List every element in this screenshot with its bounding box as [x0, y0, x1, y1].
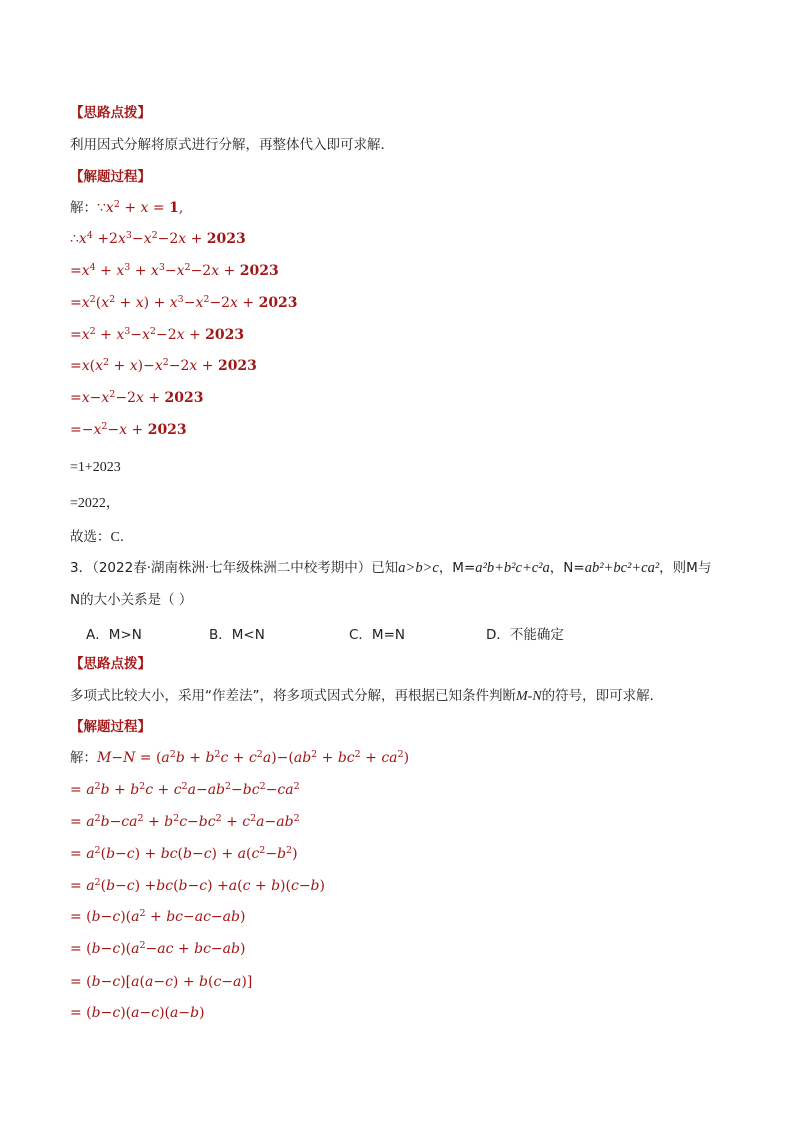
option-d: D．不能确定 [486, 627, 564, 643]
solution1-prefix: 解： [70, 200, 97, 216]
question3-relation: a>b>c [398, 560, 439, 576]
option-b: B．M<N [209, 627, 265, 643]
question3-stem-line1 [70, 559, 711, 577]
hint-text-2 [70, 687, 663, 706]
question3-N-expr: ab²+bc²+ca² [584, 560, 660, 576]
solution1-step-given [70, 199, 183, 217]
solution1-step-1: $\therefore x^4 +2x^3-x^2-2x + 2023$ [70, 230, 246, 247]
hint2-start: 多项式比较大小，采用“作差法”，将多项式因式分解，再根据已知条件判断 [70, 688, 516, 704]
solution1-step-3: $=x^2(x^2 + x) + x^3-x^2-2x + 2023$ [70, 294, 298, 311]
solution1-step-4: $=x^2 + x^3-x^2-2x + 2023$ [70, 326, 245, 343]
process-label-1: 【解题过程】 [70, 169, 151, 185]
math-given: $\because x^2 + x = 1$, [97, 199, 184, 216]
option-c: C．M=N [349, 627, 405, 643]
solution1-step-6: $=x-x^2-2x + 2023$ [70, 389, 204, 406]
question3-M-prefix: ，M= [438, 560, 476, 576]
conclusion-end: ． [119, 529, 134, 545]
solution1-step-8: =1+2023 [70, 460, 121, 475]
math-diff: $M-N = (a^2b + b^2c + c^2a)-(ab^2 + bc^2 + ca^2)$ [97, 749, 410, 766]
hint2-end: 的符号，即可求解． [541, 688, 664, 704]
option-a: A．M>N [86, 627, 142, 643]
question3-stem-end: ，则M与 [659, 560, 712, 576]
solution2-step-1: = $a^2b + b^2c + c^2a-ab^2-bc^2-ca^2$ [70, 781, 300, 798]
solution2-step-7: = (b−c)[a(a−c) + b(c−a)] [70, 974, 253, 990]
hint2-var: M-N [516, 689, 542, 704]
question3-stem-start: 已知 [371, 560, 399, 576]
solution2-step-8: = (b−c)(a−c)(a−b) [70, 1005, 205, 1021]
solution2-step-6: = $(b-c)(a^2-ac + bc-ab)$ [70, 940, 246, 957]
hint-label-2: 【思路点拨】 [70, 656, 151, 672]
hint-text-1: 利用因式分解将原式进行分解，再整体代入即可求解． [70, 137, 394, 153]
solution2-step-4: = $a^2(b-c) +bc(b-c) +a(c + b)(c-b)$ [70, 877, 325, 894]
solution2-step-3: = $a^2(b-c) + bc(b-c) + a(c^2-b^2)$ [70, 845, 298, 862]
solution2-step-5: = $(b-c)(a^2 + bc-ac-ab)$ [70, 908, 246, 925]
hint-label-1: 【思路点拨】 [70, 105, 151, 121]
question3-M-expr: a²b+b²c+c²a [475, 560, 550, 576]
solution2-step-2: = $a^2b-ca^2 + b^2c-bc^2 + c^2a-ab^2$ [70, 813, 300, 830]
conclusion-answer: C [110, 530, 120, 545]
solution1-conclusion [70, 528, 133, 547]
conclusion-prefix: 故选： [70, 529, 111, 545]
solution1-step-5: $=x(x^2 + x)-x^2-2x + 2023$ [70, 357, 257, 374]
question3-number: 3． [70, 560, 93, 576]
question3-stem-line2: N的大小关系是（ ） [70, 592, 193, 608]
solution2-prefix: 解： [70, 750, 97, 766]
solution1-step-2: $=x^4 + x^3 + x^3-x^2-2x + 2023$ [70, 262, 279, 279]
solution1-step-9: =2022， [70, 496, 120, 511]
solution1-step-7: $=-x^2-x + 2023$ [70, 421, 187, 438]
question3-N-prefix: ，N= [549, 560, 585, 576]
process-label-2: 【解题过程】 [70, 719, 151, 735]
solution2-step-0 [70, 749, 409, 767]
question3-source: （2022春·湖南株洲·七年级株洲二中校考期中） [92, 560, 372, 576]
